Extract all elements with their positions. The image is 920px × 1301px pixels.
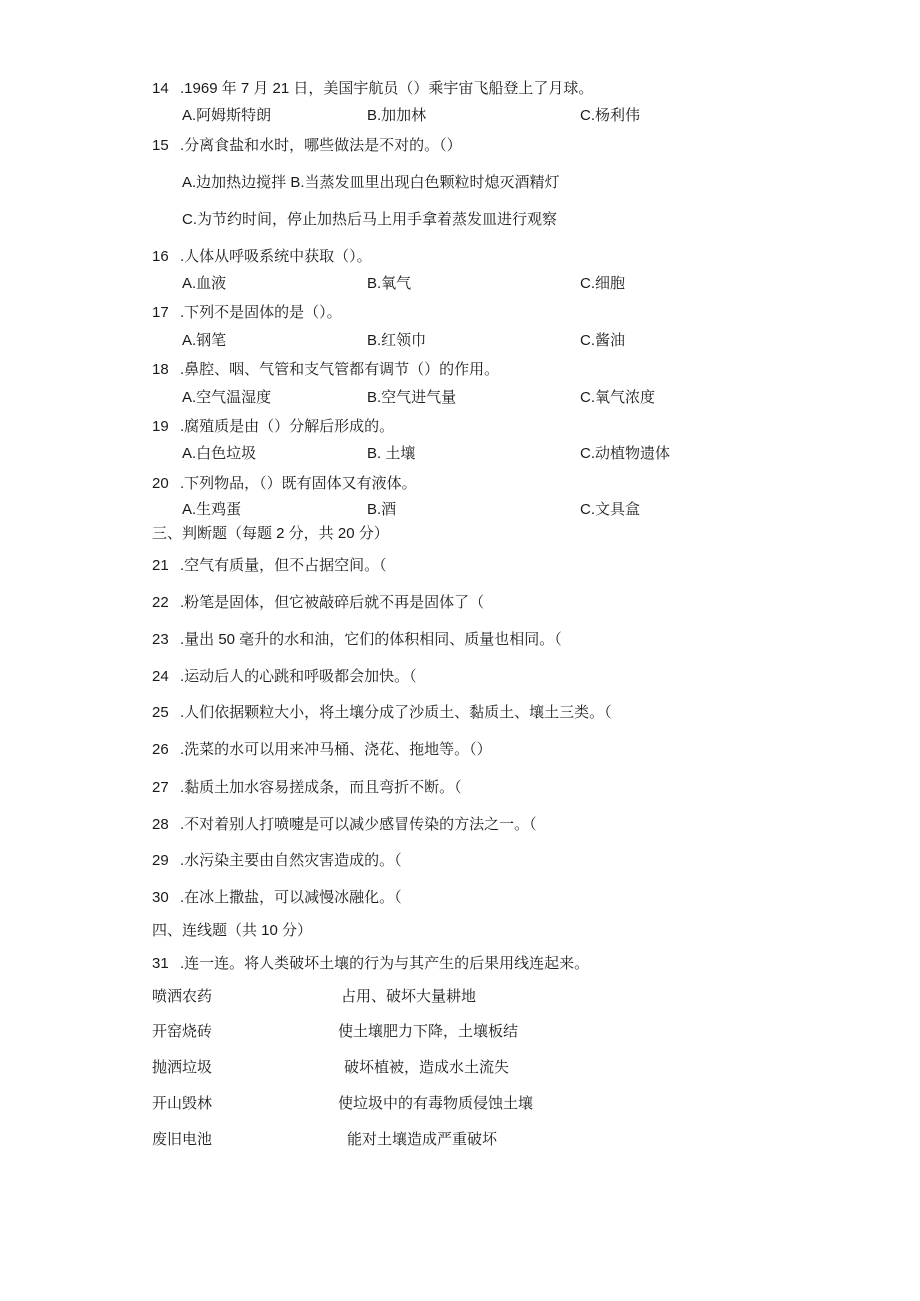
match-right-item: 使土壤肥力下降，土壤板结 <box>338 1023 519 1040</box>
question-stem: .运动后人的心跳和呼吸都会加快。（ <box>180 668 417 685</box>
question-number: 21 <box>152 557 169 574</box>
match-right-item: 占用、破坏大量耕地 <box>341 988 477 1005</box>
option-b: B.酒 <box>367 501 397 518</box>
question-number: 15 <box>152 137 169 154</box>
question-stem: .在冰上撒盐，可以减慢冰融化。（ <box>180 889 402 906</box>
question-number: 25 <box>152 704 169 721</box>
question-stem: .人体从呼吸系统中获取（）。 <box>180 248 372 265</box>
question-stem: .不对着别人打喷嚏是可以减少感冒传染的方法之一。（ <box>180 816 537 833</box>
question-stem: .1969 年 7 月 21 日，美国宇航员（）乘宇宙飞船登上了月球。 <box>180 80 594 97</box>
question-number: 31 <box>152 955 169 972</box>
match-left-item: 抛洒垃圾 <box>152 1059 213 1076</box>
option-a: A.生鸡蛋 <box>182 501 242 518</box>
option-b: B.加加林 <box>367 107 427 124</box>
match-right-item: 能对土壤造成严重破坏 <box>347 1131 498 1148</box>
question-stem: .人们依据颗粒大小，将土壤分成了沙质土、黏质土、壤土三类。（ <box>180 704 612 721</box>
option-b: B.氧气 <box>367 275 412 292</box>
question-number: 14 <box>152 80 169 97</box>
question-number: 20 <box>152 475 169 492</box>
section-title-true-false: 三、判断题（每题 2 分，共 20 分） <box>152 525 389 542</box>
match-right-item: 使垃圾中的有毒物质侵蚀土壤 <box>338 1095 534 1112</box>
question-stem: .水污染主要由自然灾害造成的。（ <box>180 852 402 869</box>
question-stem: .空气有质量，但不占据空间。（ <box>180 557 387 574</box>
match-left-item: 喷洒农药 <box>152 988 213 1005</box>
question-number: 16 <box>152 248 169 265</box>
option-c: C.为节约时间，停止加热后马上用手拿着蒸发皿进行观察 <box>182 211 558 228</box>
question-number: 24 <box>152 668 169 685</box>
option-c: C.动植物遗体 <box>580 445 671 462</box>
match-left-item: 开窑烧砖 <box>152 1023 213 1040</box>
option-a: A.钢笔 <box>182 332 227 349</box>
option-a: A.阿姆斯特朗 <box>182 107 272 124</box>
question-stem: .下列不是固体的是（）。 <box>180 304 342 321</box>
question-stem: .分离食盐和水时，哪些做法是不对的。（） <box>180 137 462 154</box>
question-number: 27 <box>152 779 169 796</box>
question-stem: .粉笔是固体，但它被敲碎后就不再是固体了（ <box>180 594 485 611</box>
question-number: 22 <box>152 594 169 611</box>
question-stem: .量出 50 毫升的水和油，它们的体积相同、质量也相同。（ <box>180 631 562 648</box>
option-c: C.氧气浓度 <box>580 389 656 406</box>
option-b: B. 土壤 <box>367 445 416 462</box>
question-stem: .腐殖质是由（）分解后形成的。 <box>180 418 395 435</box>
option-a: A.边加热边搅拌 <box>182 174 287 191</box>
question-number: 18 <box>152 361 169 378</box>
option-b: B.空气进气量 <box>367 389 457 406</box>
option-c: C.文具盒 <box>580 501 641 518</box>
option-a: A.血液 <box>182 275 227 292</box>
question-stem: .下列物品，（）既有固体又有液体。 <box>180 475 417 492</box>
match-left-item: 废旧电池 <box>152 1131 213 1148</box>
option-ab-line <box>182 173 560 193</box>
question-stem: .连一连。将人类破坏土壤的行为与其产生的后果用线连起来。 <box>180 955 590 972</box>
option-c: C.细胞 <box>580 275 626 292</box>
question-number: 28 <box>152 816 169 833</box>
option-b: B.红领巾 <box>367 332 427 349</box>
option-b: B.当蒸发皿里出现白色颗粒时熄灭酒精灯 <box>290 174 560 191</box>
question-number: 29 <box>152 852 169 869</box>
question-number: 23 <box>152 631 169 648</box>
option-c: C.酱油 <box>580 332 626 349</box>
question-number: 26 <box>152 741 169 758</box>
match-right-item: 破坏植被，造成水土流失 <box>344 1059 510 1076</box>
question-stem: .黏质土加水容易搓成条，而且弯折不断。（ <box>180 779 462 796</box>
question-stem: .洗菜的水可以用来冲马桶、浇花、拖地等。（） <box>180 741 492 758</box>
question-stem: .鼻腔、咽、气管和支气管都有调节（）的作用。 <box>180 361 500 378</box>
section-title-matching: 四、连线题（共 10 分） <box>152 922 313 939</box>
option-c: C.杨利伟 <box>580 107 641 124</box>
match-left-item: 开山毁林 <box>152 1095 213 1112</box>
option-a: A.空气温湿度 <box>182 389 272 406</box>
question-number: 19 <box>152 418 169 435</box>
question-number: 17 <box>152 304 169 321</box>
question-number: 30 <box>152 889 169 906</box>
option-a: A.白色垃圾 <box>182 445 257 462</box>
